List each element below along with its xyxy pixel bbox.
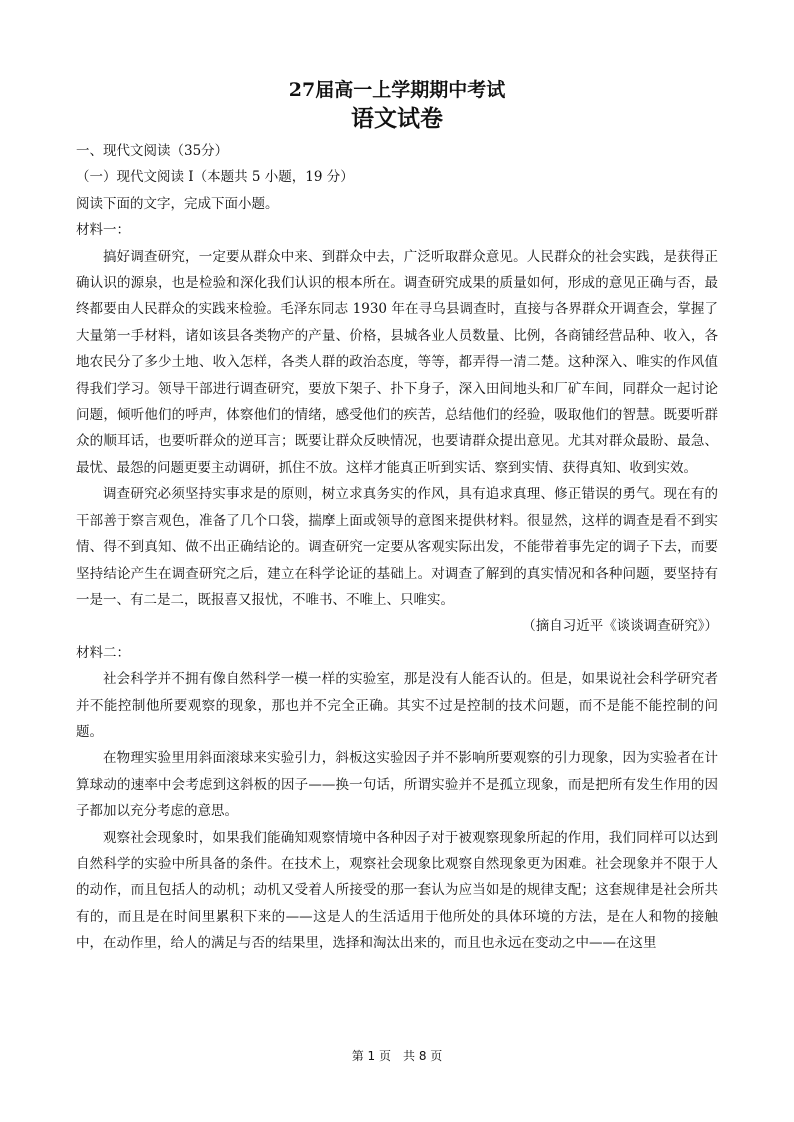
material1-paragraph-1: 搞好调查研究，一定要从群众中来、到群众中去，广泛听取群众意见。人民群众的社会实践，是获得正确认识的源泉，也是检验和深化我们认识的根本所在。调查研究成果的质量如何，形成的意见正确与否，最终都要由人民群众的实践来检验。毛泽东同志 1930 年在寻乌县调查时，直接与各界群众开调查会，掌握了大量第一手材料，诸如该县各类物产的产量、价格，县城各业人员数量、比例，各商铺经营品种、收入，各地农民分了多少土地、收入怎样，各类人群的政治态度，等等，都弄得一清二楚。这种深入、唯实的作风值得我们学习。领导干部进行调查研究，要放下架子、扑下身子，深入田间地头和厂矿车间，同群众一起讨论问题，倾听他们的呼声，体察他们的情绪，感受他们的疾苦，总结他们的经验，吸取他们的智慧。既要听群众的顺耳话，也要听群众的逆耳言；既要让群众反映情况，也要请群众提出意见。尤其对群众最盼、最急、最忧、最怨的问题更要主动调研，抓住不放。这样才能真正听到实话、察到实情、获得真知、收到实效。 [76, 248, 718, 476]
section-heading: 一、现代文阅读（35分） [76, 143, 229, 159]
page-footer [0, 1048, 794, 1064]
exam-content [76, 138, 718, 957]
section-subheading: （一）现代文阅读 I（本题共 5 小题，19 分） [76, 169, 354, 186]
page-total: 共 8 页 [403, 1049, 443, 1063]
material1-source: （摘自习近平《谈谈调查研究》） [522, 618, 718, 635]
material1-paragraph-2: 调查研究必须坚持实事求是的原则，树立求真务实的作风，具有追求真理、修正错误的勇气。现在有的干部善于察言观色，准备了几个口袋，揣摩上面或领导的意图来提供材料。很显然，这样的调查是看不到实情、得不到真知、做不出正确结论的。调查研究一定要从客观实际出发，不能带着事先定的调子下去，而要坚持结论产生在调查研究之后，建立在科学论证的基础上。对调查了解到的真实情况和各种问题，要坚持有一是一、有二是二，既报喜又报忧，不唯书、不唯上、只唯实。 [76, 486, 718, 608]
material2-paragraph-2: 在物理实验里用斜面滚球来实验引力，斜板这实验因子并不影响所要观察的引力现象，因为实验者在计算球动的速率中会考虑到这斜板的因子——换一句话，所谓实验并不是孤立现象，而是把所有发生作用的因子都加以充分考虑的意思。 [76, 750, 718, 820]
page-number: 第 1 页 [351, 1049, 391, 1063]
material2-paragraph-3: 观察社会现象时，如果我们能确知观察情境中各种因子对于被观察现象所起的作用，我们同样可以达到自然科学的实验中所具备的条件。在技术上，观察社会现象比观察自然现象更为困难。社会现象并不限于人的动作，而且包括人的动机；动机又受着人所接受的那一套认为应当如是的规律支配；这套规律是社会所共有的，而且是在时间里累积下来的——这是人的生活适用于他所处的具体环境的方法，是在人和物的接触中，在动作里，给人的满足与否的结果里，选择和淘汰出来的，而且也永远在变动之中——在这里 [76, 829, 718, 952]
exam-subject: 语文试卷 [351, 105, 443, 132]
instruction-text: 阅读下面的文字，完成下面小题。 [76, 195, 279, 212]
exam-title: 27届高一上学期期中考试 [288, 79, 506, 101]
material2-paragraph-1: 社会科学并不拥有像自然科学一模一样的实验室，那是没有人能否认的。但是，如果说社会科学研究者并不能控制他所要观察的现象，那也并不完全正确。其实不过是控制的技术问题，而不是能不能控制的问题。 [76, 671, 718, 740]
material1-label: 材料一： [76, 222, 130, 239]
material2-label: 材料二： [76, 644, 130, 661]
